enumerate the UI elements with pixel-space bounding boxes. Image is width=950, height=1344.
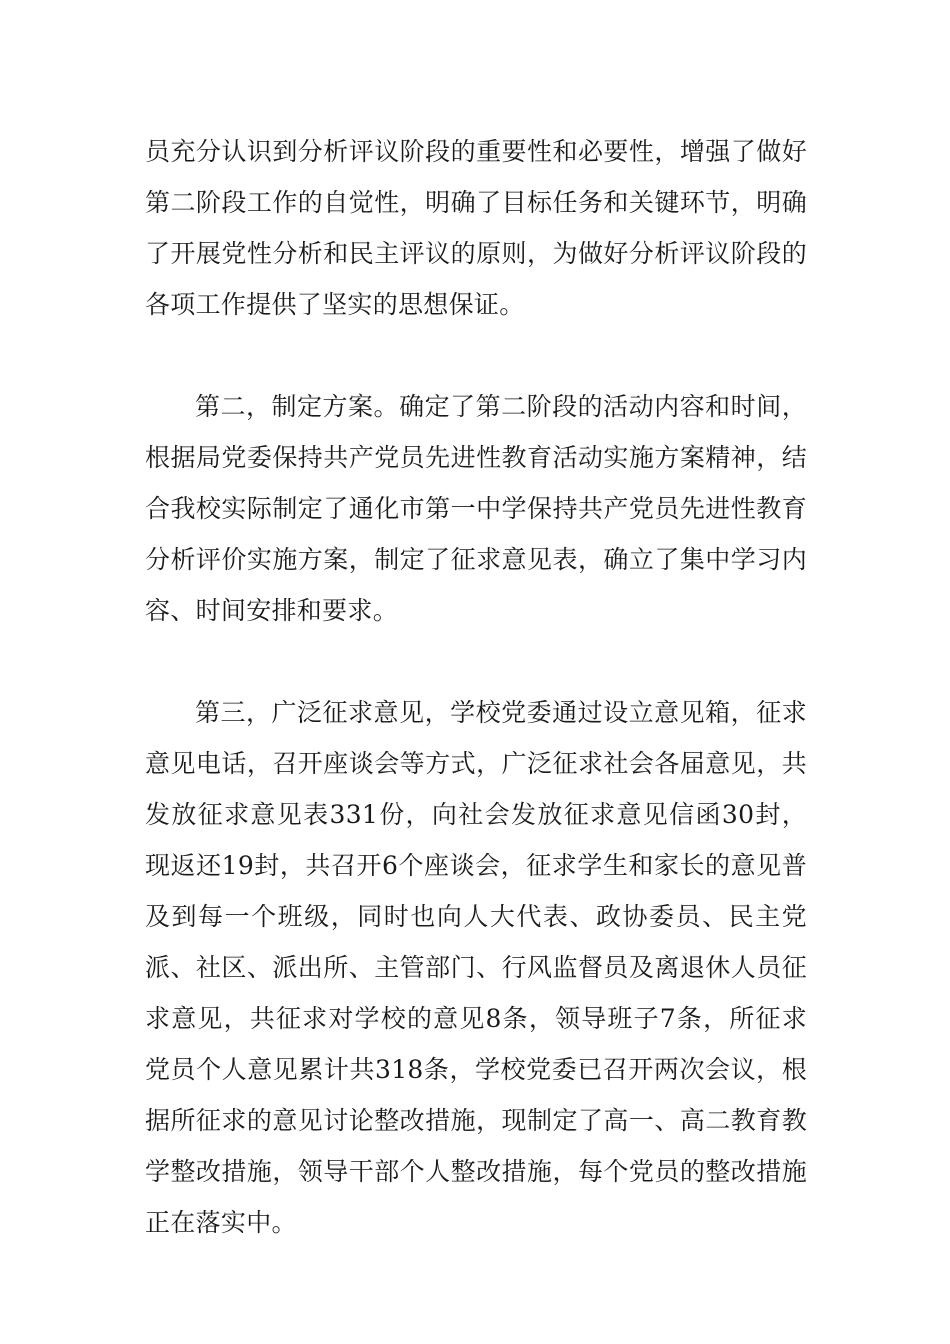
paragraph-third-solicit-opinions: 第三，广泛征求意见，学校党委通过设立意见箱，征求意见电话，召开座谈会等方式，广泛征求社会各届意见，共发放征求意见表331份，向社会发放征求意见信函30封，现返还19封，共召开6个座谈会，征求学生和家长的意见普及到每一个班级，同时也向人大代表、政协委员、民主党派、社区、派出所、主管部门、行风监督员及离退休人员征求意见，共征求对学校的意见8条，领导班子7条，所征求党员个人意见累计共318条，学校党委已召开两次会议，根据所征求的意见讨论整改措施，现制定了高一、高二教育教学整改措施，领导干部个人整改措施，每个党员的整改措施正在落实中。 [145, 698, 807, 1237]
paragraph-second-formulate-plan: 第二，制定方案。确定了第二阶段的活动内容和时间，根据局党委保持共产党员先进性教育活动实施方案精神，结合我校实际制定了通化市第一中学保持共产党员先进性教育分析评价实施方案，制定了征求意见表，确立了集中学习内容、时间安排和要求。 [145, 392, 807, 625]
paragraph-spacer [145, 330, 807, 381]
paragraph-spacer [145, 636, 807, 687]
paragraph-continued: 员充分认识到分析评议阶段的重要性和必要性，增强了做好第二阶段工作的自觉性，明确了目标任务和关键环节，明确了开展党性分析和民主评议的原则，为做好分析评议阶段的各项工作提供了坚实的思想保证。 [145, 137, 807, 319]
document-body [145, 126, 807, 1248]
